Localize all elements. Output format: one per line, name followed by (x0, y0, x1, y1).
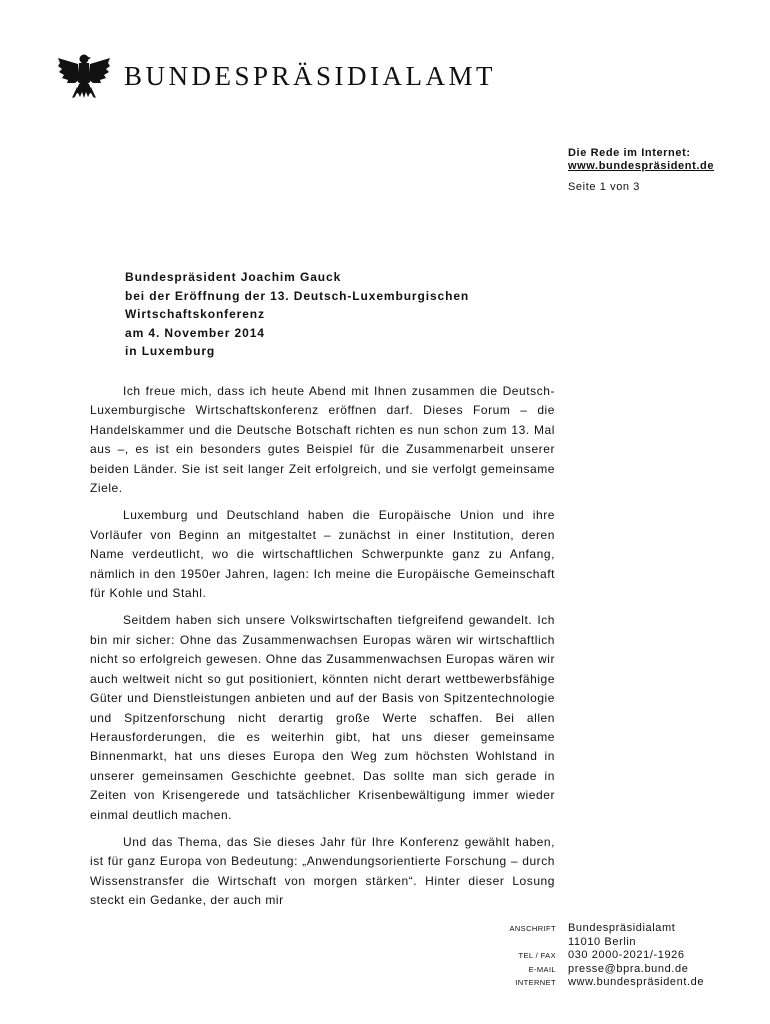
footer-row-internet (480, 976, 704, 990)
speech-occasion: bei der Eröffnung der 13. Deutsch-Luxemburgischen (125, 288, 470, 303)
speech-web-info (568, 147, 714, 194)
footer-label-email: E-MAIL (528, 964, 556, 974)
federal-eagle-icon (56, 52, 112, 100)
speech-date: am 4. November 2014 (125, 325, 265, 340)
speech-location: in Luxemburg (125, 344, 216, 359)
footer-row-email (480, 963, 704, 977)
body-paragraph: Seitdem haben sich unsere Volkswirtschaften tiefgreifend gewandelt. Ich bin mir sicher: Ohne das Zusammenwachsen Europas wären wir wirtschaftlich nicht so erfolgreich gewesen. Ohne das Zusammenwachsen Europas wären wir auch weltweit nicht so gut positioniert, könnten nicht derart wettbewerbsfähige Güter und Dienstleistungen anbieten und auf der Basis von Spitzentechnologie und Spitzenforschung nicht derartig große Werte schaffen. Bei allen Herausforderungen, die es weiterhin gibt, hat uns dieser gemeinsame Binnenmarkt, hat uns dieses Europa den Weg zum höchsten Wohlstand in unserer gemeinsamen Geschichte geebnet. Das sollte man sich gerade in Zeiten von Krisengerede und tatsächlicher Krisenbewältigung immer wieder einmal deutlich machen. (90, 613, 555, 822)
speech-heading (125, 268, 469, 361)
footer-label-anschrift: ANSCHRIFT (509, 924, 556, 933)
footer-address-line2: 11010 Berlin (568, 935, 637, 948)
speech-speaker: Bundespräsident Joachim Gauck (125, 270, 342, 284)
logo-wordmark: BUNDESPRÄSIDIALAMT (124, 60, 497, 91)
web-info-label: Die Rede im Internet: (568, 147, 691, 159)
header-logo (56, 52, 496, 100)
footer-row-tel (480, 949, 704, 963)
page-indicator: Seite 1 von 3 (568, 181, 641, 193)
footer-row-address (480, 922, 704, 936)
footer-address-line1: Bundespräsidialamt (568, 922, 676, 934)
body-paragraph: Ich freue mich, dass ich heute Abend mit Ihnen zusammen die Deutsch-Luxemburgische Wirtschaftskonferenz eröffnen darf. Dieses Forum – die Handelskammer und die Deutsche Botschaft richten es nun schon zum 13. Mal aus –, es ist ein besonders gutes Beispiel für die Zusammenarbeit unserer beiden Länder. Sie ist seit langer Zeit erfolgreich, und sie verfolgt gemeinsame Ziele. (90, 384, 555, 496)
footer-email-link[interactable]: presse@bpra.bund.de (568, 962, 689, 975)
body-paragraph: Und das Thema, das Sie dieses Jahr für Ihre Konferenz gewählt haben, ist für ganz Europa von Bedeutung: „Anwendungsorientierte Forschung – durch Wissenstransfer die Wirtschaft von morgen stärken“. Hinter dieser Losung steckt ein Gedanke, der auch mir (90, 834, 555, 908)
speech-body (90, 382, 555, 919)
footer-tel-value: 030 2000-2021/-1926 (568, 949, 685, 961)
speech-occasion-cont: Wirtschaftskonferenz (125, 307, 265, 322)
footer-label-tel: TEL / FAX (518, 951, 556, 960)
footer-internet-link[interactable]: www.bundespräsident.de (568, 976, 705, 988)
footer-row-address-2 (480, 936, 704, 950)
contact-footer (480, 922, 704, 990)
web-info-url-link[interactable]: www.bundespräsident.de (568, 160, 715, 172)
footer-label-internet: INTERNET (515, 978, 556, 987)
body-paragraph: Luxemburg und Deutschland haben die Europäische Union und ihre Vorläufer von Beginn an mitgestaltet – zunächst in einer Institution, deren Name verdeutlicht, wo die wirtschaftlichen Schwerpunkte ganz zu Anfang, nämlich in den 1950er Jahren, lagen: Ich meine die Europäische Gemeinschaft für Kohle und Stahl. (90, 508, 555, 601)
